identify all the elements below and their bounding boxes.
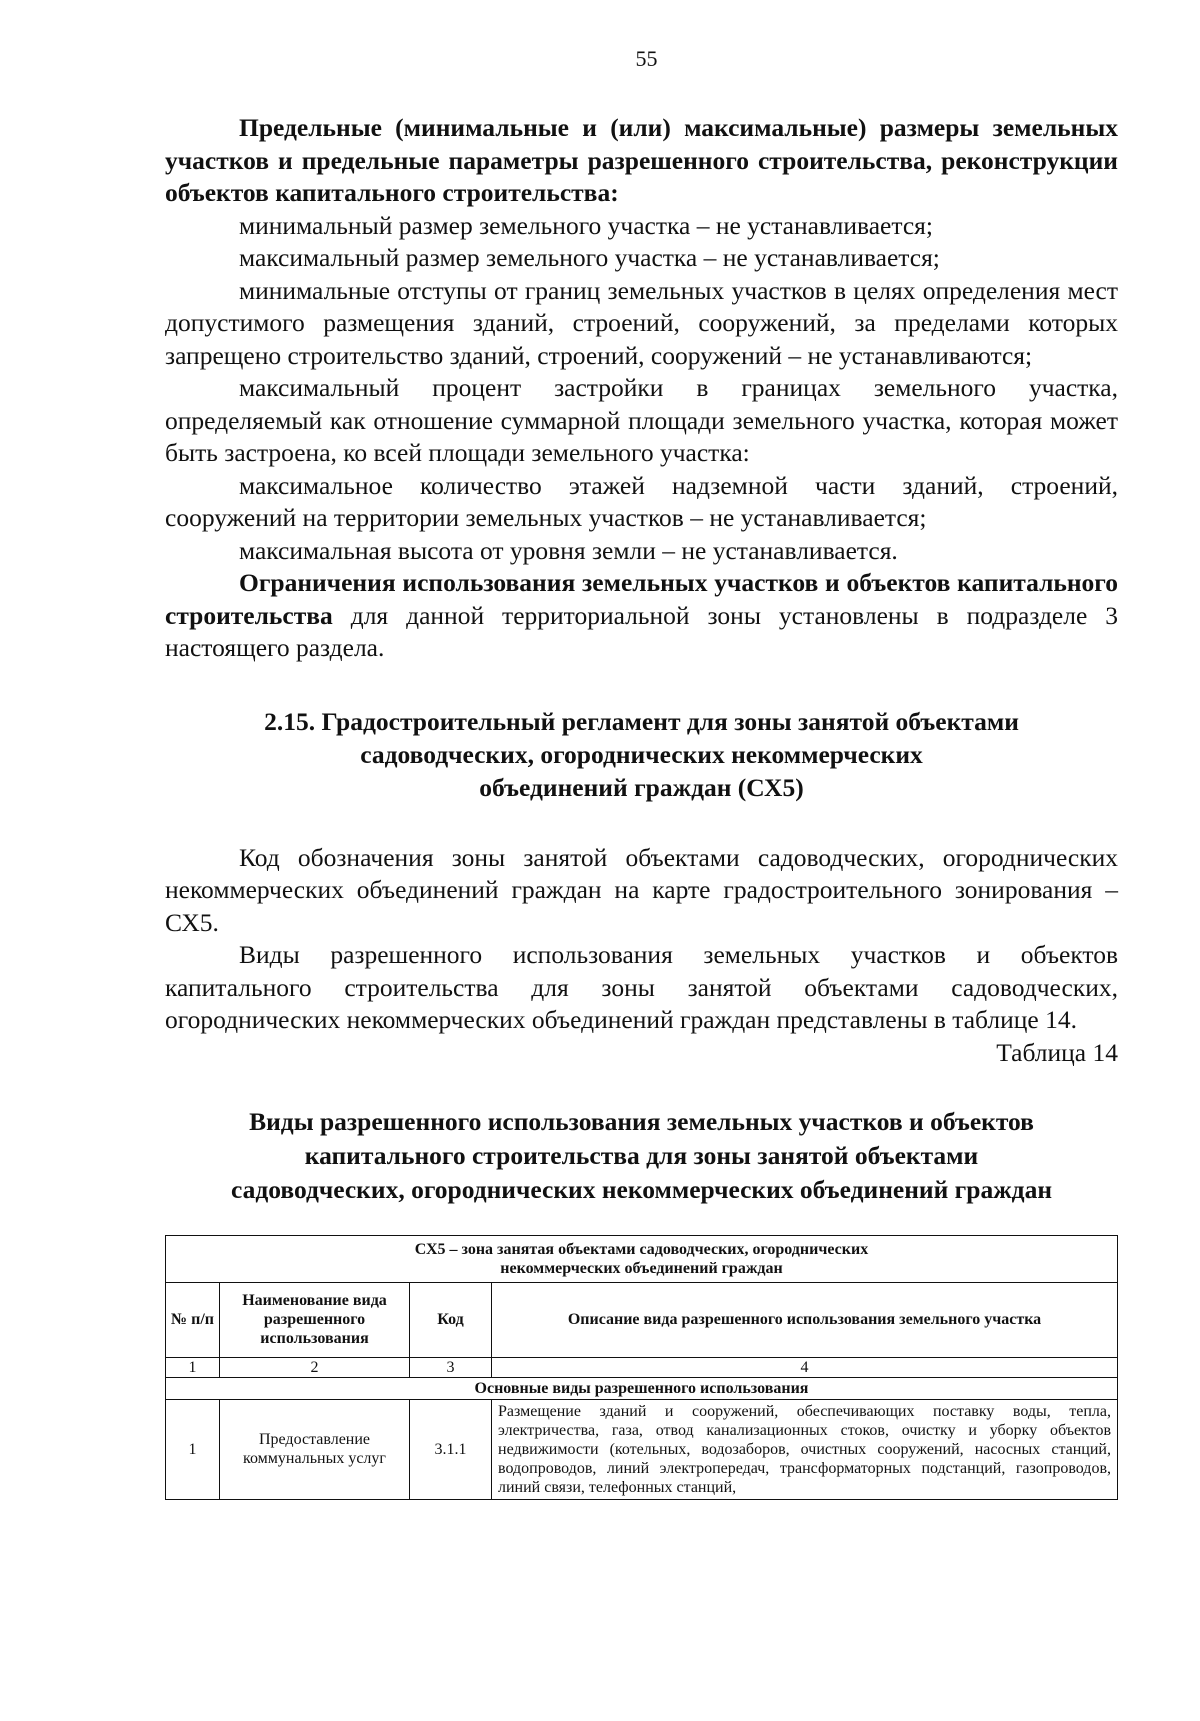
limits-item-height: максимальная высота от уровня земли – не устанавливается. <box>239 535 898 565</box>
row-name: Предоставление коммунальных услуг <box>220 1399 410 1499</box>
header-description: Описание вида разрешенного использования земельного участка <box>492 1282 1118 1357</box>
limits-item-max-size: максимальный размер земельного участка – не устанавливается; <box>239 243 940 272</box>
table-row <box>166 1399 1118 1499</box>
header-code: Код <box>410 1282 492 1357</box>
zone-caption-line: СХ5 – зона занятая объектами садоводческих, огороднических <box>414 1240 869 1258</box>
zone-code-paragraph: Код обозначения зоны занятой объектами садоводческих, огороднических некоммерческих объединений граждан на карте градостроительного зонирования – СХ5. <box>165 842 1118 937</box>
header-name: Наименование вида разрешенного использования <box>220 1282 410 1357</box>
limits-item-min-size: минимальный размер земельного участка – не устанавливается; <box>239 210 933 240</box>
restrictions-rest-text: для данной территориальной зоны установлены в подразделе 3 настоящего раздела. <box>165 600 1118 662</box>
table-title-line: Виды разрешенного использования земельных участков и объектов <box>249 1106 1034 1136</box>
table-title-line: садоводческих, огороднических некоммерческих объединений граждан <box>230 1174 1053 1204</box>
group-row <box>166 1377 1118 1399</box>
table-title-line: капитального строительства для зоны занятой объектами <box>304 1140 979 1170</box>
table-title <box>165 1105 1118 1207</box>
permitted-uses-paragraph: Виды разрешенного использования земельных участков и объектов капитального строительства для зоны занятой объектами садоводческих, огороднических некоммерческих объединений граждан представлены в таблице 14. <box>165 940 1118 1034</box>
row-no: 1 <box>166 1399 220 1499</box>
column-number: 1 <box>166 1357 220 1377</box>
restrictions-paragraph <box>165 567 1118 665</box>
permitted-uses-table <box>165 1235 1118 1500</box>
section-title-line: садоводческих, огороднических некоммерческих <box>360 739 923 769</box>
page-number: 55 <box>635 46 658 71</box>
column-number: 4 <box>492 1357 1118 1377</box>
column-number: 2 <box>220 1357 410 1377</box>
limits-heading: Предельные (минимальные и (или) максимальные) размеры земельных участков и предельные параметры разрешенного строительства, реконструкции объектов капитального строительства: <box>165 113 1118 207</box>
limits-item-floors: максимальное количество этажей надземной части зданий, строений, сооружений на территории земельных участков – не устанавливается; <box>165 470 1118 532</box>
table-caption-row <box>166 1235 1118 1282</box>
row-description: Размещение зданий и сооружений, обеспечивающих поставку воды, тепла, электричества, газа, отвод канализационных стоков, очистку и уборку объектов недвижимости (котельных, водозаборов, очистных сооружений, насосных станций, водопроводов, линий электропередач, трансформаторных подстанций, газопроводов, линий связи, телефонных станций, <box>492 1399 1118 1499</box>
column-number: 3 <box>410 1357 492 1377</box>
row-code: 3.1.1 <box>410 1399 492 1499</box>
limits-item-setbacks: минимальные отступы от границ земельных участков в целях определения мест допустимого размещения зданий, строений, сооружений, за пределами которых запрещено строительство зданий, строений, сооружений – не устанавливаются; <box>165 275 1118 370</box>
header-no: № п/п <box>166 1282 220 1357</box>
column-numbers-row <box>166 1357 1118 1377</box>
group-label: Основные виды разрешенного использования <box>166 1377 1118 1399</box>
zone-caption-line: некоммерческих объединений граждан <box>500 1259 783 1277</box>
restrictions-bold-text: Ограничения использования земельных участков и объектов капитального строительства <box>165 568 1118 630</box>
section-title <box>165 705 1118 804</box>
table-label: Таблица 14 <box>996 1037 1118 1067</box>
section-title-line: 2.15. Градостроительный регламент для зоны занятой объектами <box>264 706 1019 736</box>
zone-caption <box>166 1235 1118 1282</box>
limits-item-coverage: максимальный процент застройки в границах земельного участка, определяемый как отношение суммарной площади земельного участка, которая может быть застроена, ко всей площади земельного участка: <box>165 373 1118 467</box>
table-header-row <box>166 1282 1118 1357</box>
section-title-line: объединений граждан (СХ5) <box>479 772 804 802</box>
